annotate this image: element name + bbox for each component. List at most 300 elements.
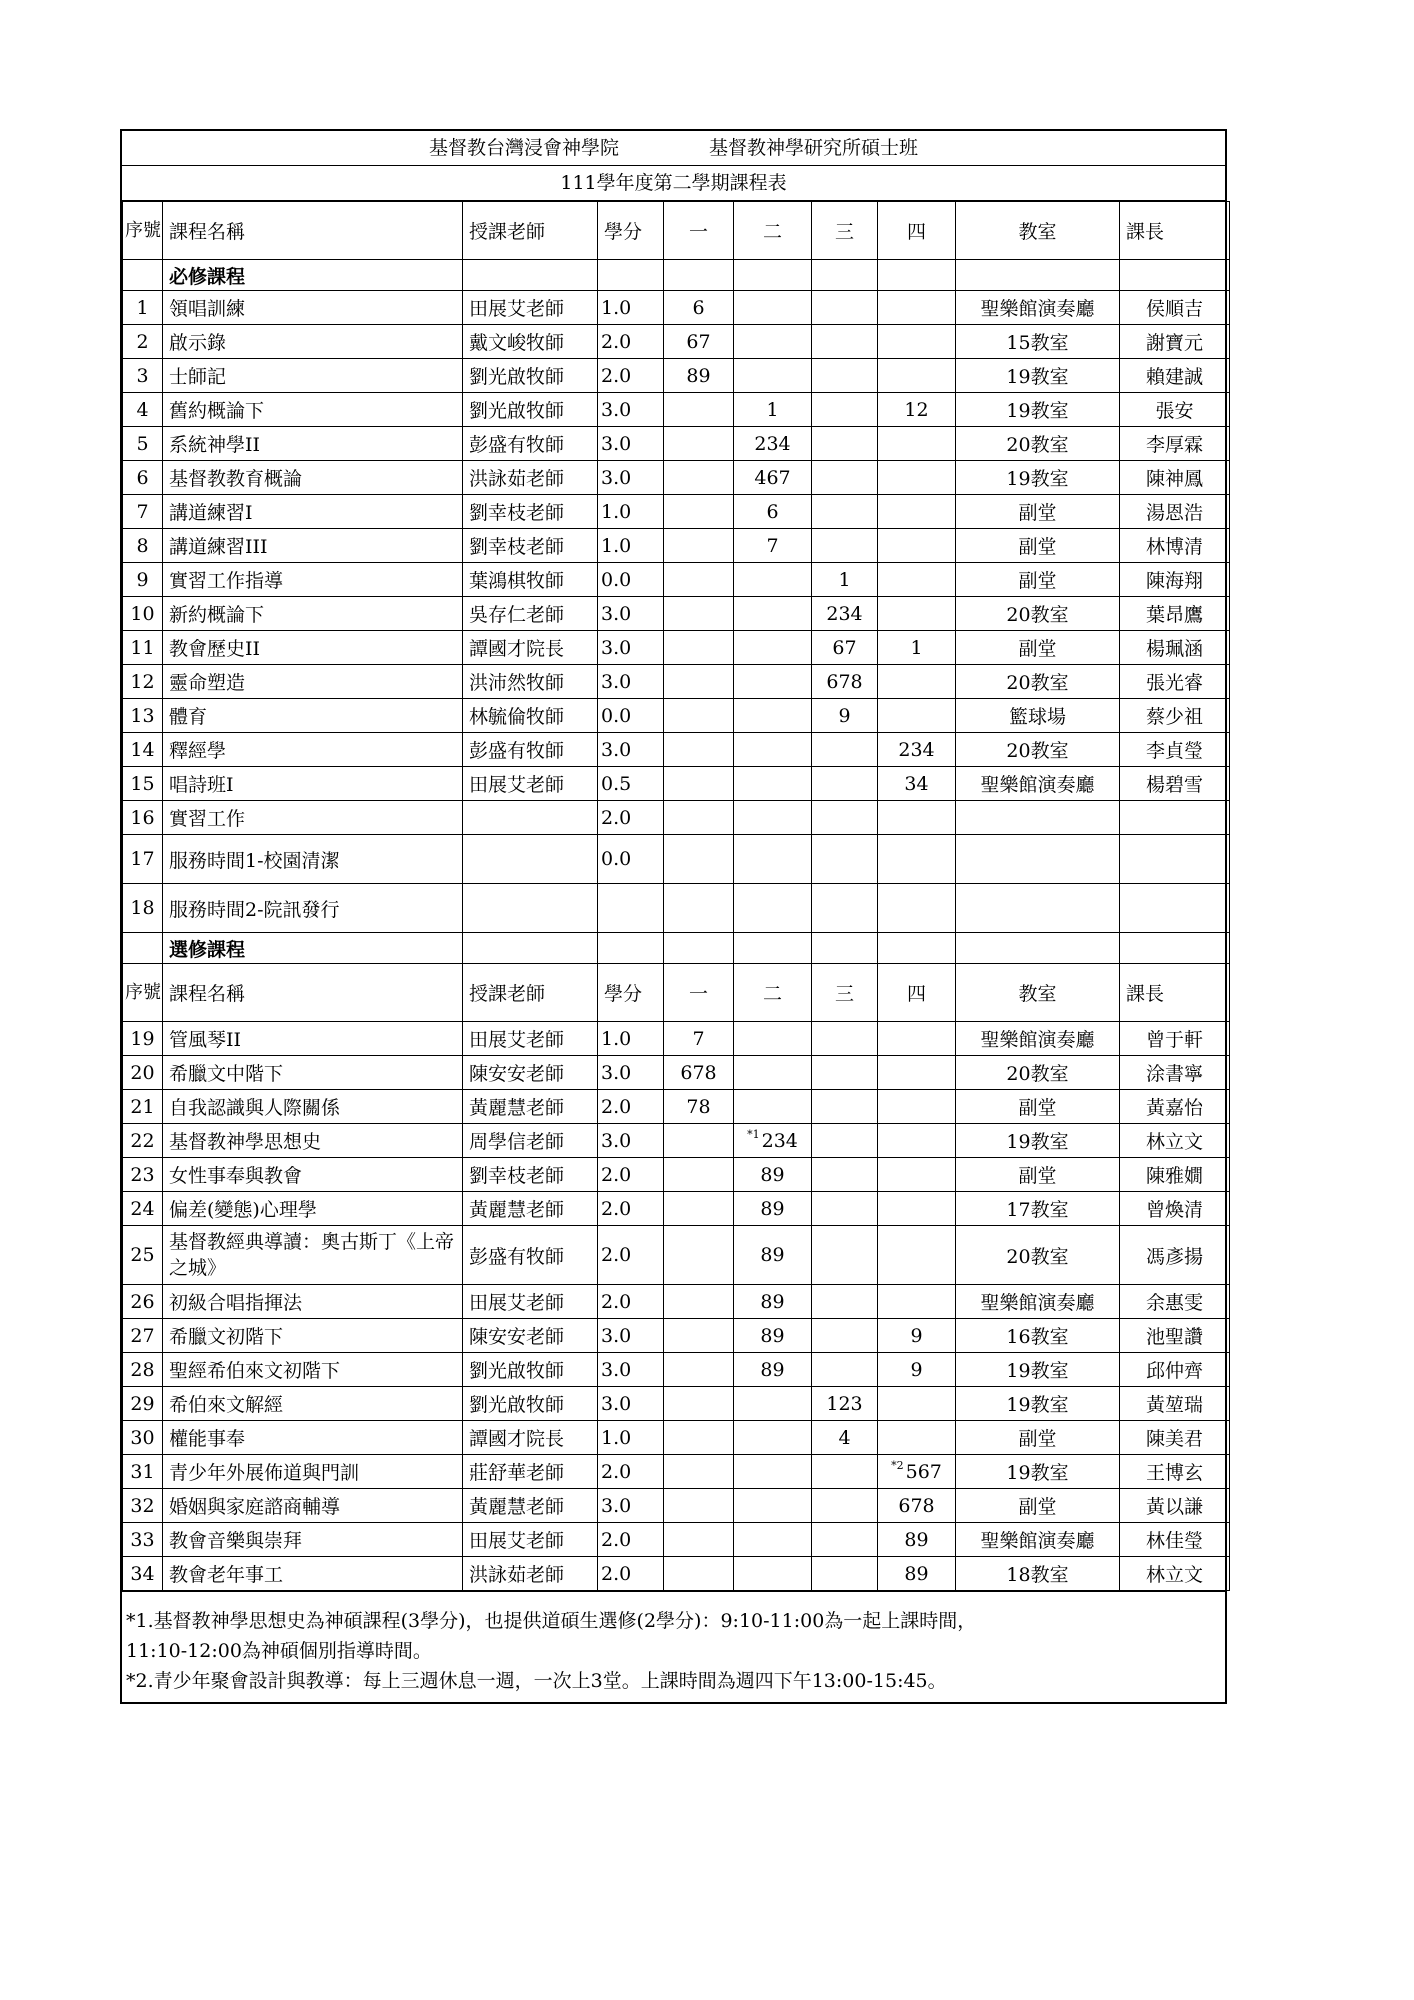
course-room: 聖樂館演奏廳 bbox=[956, 291, 1120, 325]
course-mon bbox=[664, 563, 734, 597]
course-row bbox=[123, 767, 1230, 801]
column-header-row bbox=[123, 202, 1230, 260]
course-row bbox=[123, 1090, 1230, 1124]
column-header-wed: 三 bbox=[812, 964, 878, 1022]
course-thu bbox=[878, 1285, 956, 1319]
course-credit: 3.0 bbox=[598, 1319, 664, 1353]
course-name: 管風琴II bbox=[163, 1022, 463, 1056]
course-mon bbox=[664, 1353, 734, 1387]
empty-cell bbox=[598, 933, 664, 964]
course-teacher: 黃麗慧老師 bbox=[463, 1489, 598, 1523]
course-seq: 8 bbox=[123, 529, 163, 563]
course-seq: 18 bbox=[123, 884, 163, 933]
course-row bbox=[123, 665, 1230, 699]
course-teacher: 黃麗慧老師 bbox=[463, 1090, 598, 1124]
course-name: 實習工作 bbox=[163, 801, 463, 835]
course-wed: 234 bbox=[812, 597, 878, 631]
course-name: 講道練習I bbox=[163, 495, 463, 529]
course-teacher: 劉光啟牧師 bbox=[463, 1387, 598, 1421]
course-tue: 89 bbox=[734, 1285, 812, 1319]
course-teacher: 劉幸枝老師 bbox=[463, 1158, 598, 1192]
course-thu bbox=[878, 884, 956, 933]
course-mon: 89 bbox=[664, 359, 734, 393]
course-credit: 3.0 bbox=[598, 631, 664, 665]
course-seq: 16 bbox=[123, 801, 163, 835]
course-mon bbox=[664, 1226, 734, 1285]
course-seq: 23 bbox=[123, 1158, 163, 1192]
course-room: 19教室 bbox=[956, 461, 1120, 495]
course-seq: 17 bbox=[123, 835, 163, 884]
program-name: 基督教神學研究所碩士班 bbox=[709, 137, 919, 159]
footnotes bbox=[122, 1591, 1225, 1702]
course-credit: 1.0 bbox=[598, 1421, 664, 1455]
course-mon bbox=[664, 597, 734, 631]
course-wed bbox=[812, 884, 878, 933]
column-header-thu: 四 bbox=[878, 964, 956, 1022]
course-thu: 234 bbox=[878, 733, 956, 767]
course-tue: 89 bbox=[734, 1353, 812, 1387]
course-name: 婚姻與家庭諮商輔導 bbox=[163, 1489, 463, 1523]
course-wed bbox=[812, 1158, 878, 1192]
course-monitor: 林佳瑩 bbox=[1120, 1523, 1230, 1557]
course-thu bbox=[878, 563, 956, 597]
course-monitor bbox=[1120, 801, 1230, 835]
course-monitor: 張光睿 bbox=[1120, 665, 1230, 699]
course-row bbox=[123, 291, 1230, 325]
course-mon bbox=[664, 1158, 734, 1192]
course-mon bbox=[664, 1387, 734, 1421]
course-teacher: 劉幸枝老師 bbox=[463, 529, 598, 563]
course-teacher: 陳安安老師 bbox=[463, 1319, 598, 1353]
course-mon: 67 bbox=[664, 325, 734, 359]
course-tue: 467 bbox=[734, 461, 812, 495]
course-wed bbox=[812, 427, 878, 461]
course-monitor: 黃以謙 bbox=[1120, 1489, 1230, 1523]
course-thu: 1 bbox=[878, 631, 956, 665]
course-thu bbox=[878, 1124, 956, 1158]
course-tue: 89 bbox=[734, 1319, 812, 1353]
course-mon bbox=[664, 665, 734, 699]
course-credit: 0.5 bbox=[598, 767, 664, 801]
course-credit: 3.0 bbox=[598, 1489, 664, 1523]
course-row bbox=[123, 495, 1230, 529]
course-room: 20教室 bbox=[956, 733, 1120, 767]
course-monitor: 張安 bbox=[1120, 393, 1230, 427]
course-seq: 2 bbox=[123, 325, 163, 359]
course-thu bbox=[878, 325, 956, 359]
course-name: 教會歷史II bbox=[163, 631, 463, 665]
course-mon bbox=[664, 495, 734, 529]
course-tue: 89 bbox=[734, 1192, 812, 1226]
course-room: 副堂 bbox=[956, 631, 1120, 665]
footnote-1-line-1: *1.基督教神學思想史為神碩課程(3學分)，也提供道碩生選修(2學分)：9:10-11:00為一起上課時間， bbox=[126, 1610, 977, 1632]
course-monitor: 余惠雯 bbox=[1120, 1285, 1230, 1319]
course-teacher: 劉光啟牧師 bbox=[463, 393, 598, 427]
course-wed bbox=[812, 1285, 878, 1319]
course-monitor: 涂書寧 bbox=[1120, 1056, 1230, 1090]
course-monitor: 池聖讚 bbox=[1120, 1319, 1230, 1353]
course-tue: 1 bbox=[734, 393, 812, 427]
column-header-mon: 一 bbox=[664, 202, 734, 260]
course-credit: 3.0 bbox=[598, 1387, 664, 1421]
course-thu: 678 bbox=[878, 1489, 956, 1523]
column-header-row bbox=[123, 964, 1230, 1022]
course-thu bbox=[878, 801, 956, 835]
column-header-teacher: 授課老師 bbox=[463, 202, 598, 260]
course-room: 聖樂館演奏廳 bbox=[956, 1285, 1120, 1319]
course-credit: 3.0 bbox=[598, 427, 664, 461]
course-wed bbox=[812, 495, 878, 529]
course-tue bbox=[734, 1387, 812, 1421]
course-room: 副堂 bbox=[956, 529, 1120, 563]
course-mon bbox=[664, 733, 734, 767]
course-thu bbox=[878, 1192, 956, 1226]
footnote-1-line-2: 11:10-12:00為神碩個別指導時間。 bbox=[126, 1640, 432, 1662]
course-room: 17教室 bbox=[956, 1192, 1120, 1226]
schedule-table bbox=[122, 201, 1230, 1591]
course-teacher: 劉光啟牧師 bbox=[463, 359, 598, 393]
course-seq: 11 bbox=[123, 631, 163, 665]
institution-header bbox=[122, 131, 1225, 166]
course-row bbox=[123, 733, 1230, 767]
course-room: 20教室 bbox=[956, 665, 1120, 699]
course-name: 講道練習III bbox=[163, 529, 463, 563]
course-wed bbox=[812, 1056, 878, 1090]
course-wed bbox=[812, 733, 878, 767]
course-wed bbox=[812, 325, 878, 359]
course-credit: 3.0 bbox=[598, 1056, 664, 1090]
course-monitor: 李貞瑩 bbox=[1120, 733, 1230, 767]
course-wed bbox=[812, 529, 878, 563]
course-name: 實習工作指導 bbox=[163, 563, 463, 597]
course-room bbox=[956, 835, 1120, 884]
course-mon bbox=[664, 461, 734, 495]
course-seq: 28 bbox=[123, 1353, 163, 1387]
course-seq: 9 bbox=[123, 563, 163, 597]
course-wed bbox=[812, 767, 878, 801]
course-name: 唱詩班I bbox=[163, 767, 463, 801]
course-monitor: 邱仲齊 bbox=[1120, 1353, 1230, 1387]
course-teacher: 劉幸枝老師 bbox=[463, 495, 598, 529]
course-credit: 2.0 bbox=[598, 325, 664, 359]
course-wed bbox=[812, 461, 878, 495]
column-header-tue: 二 bbox=[734, 964, 812, 1022]
footnote-1 bbox=[126, 1606, 1221, 1666]
course-row bbox=[123, 529, 1230, 563]
empty-cell bbox=[664, 260, 734, 291]
course-wed bbox=[812, 835, 878, 884]
course-thu: 89 bbox=[878, 1557, 956, 1591]
course-row bbox=[123, 1022, 1230, 1056]
course-mon bbox=[664, 1192, 734, 1226]
course-teacher: 田展艾老師 bbox=[463, 767, 598, 801]
course-credit: 1.0 bbox=[598, 529, 664, 563]
empty-cell bbox=[878, 260, 956, 291]
course-mon bbox=[664, 1455, 734, 1489]
course-thu bbox=[878, 427, 956, 461]
course-wed bbox=[812, 1523, 878, 1557]
course-tue bbox=[734, 325, 812, 359]
course-tue: 89 bbox=[734, 1158, 812, 1192]
course-name: 青少年外展佈道與門訓 bbox=[163, 1455, 463, 1489]
course-tue-value: 234 bbox=[761, 1129, 798, 1152]
course-row bbox=[123, 1226, 1230, 1285]
course-seq: 7 bbox=[123, 495, 163, 529]
term-title: 111學年度第二學期課程表 bbox=[122, 166, 1225, 201]
course-tue bbox=[734, 733, 812, 767]
course-thu bbox=[878, 461, 956, 495]
course-monitor: 楊珮涵 bbox=[1120, 631, 1230, 665]
course-tue bbox=[734, 1056, 812, 1090]
course-monitor: 陳美君 bbox=[1120, 1421, 1230, 1455]
course-seq: 24 bbox=[123, 1192, 163, 1226]
course-seq: 20 bbox=[123, 1056, 163, 1090]
course-monitor: 馮彥揚 bbox=[1120, 1226, 1230, 1285]
empty-cell bbox=[956, 933, 1120, 964]
course-wed bbox=[812, 1353, 878, 1387]
course-teacher: 陳安安老師 bbox=[463, 1056, 598, 1090]
course-mon: 78 bbox=[664, 1090, 734, 1124]
course-wed: 67 bbox=[812, 631, 878, 665]
course-teacher: 田展艾老師 bbox=[463, 1285, 598, 1319]
course-credit: 2.0 bbox=[598, 1523, 664, 1557]
course-monitor: 黃嘉怡 bbox=[1120, 1090, 1230, 1124]
course-teacher bbox=[463, 835, 598, 884]
course-wed: 1 bbox=[812, 563, 878, 597]
course-room: 副堂 bbox=[956, 1421, 1120, 1455]
course-mon bbox=[664, 393, 734, 427]
course-room: 20教室 bbox=[956, 1226, 1120, 1285]
course-teacher: 譚國才院長 bbox=[463, 631, 598, 665]
empty-cell bbox=[664, 933, 734, 964]
section-required bbox=[123, 260, 1230, 291]
course-name: 系統神學II bbox=[163, 427, 463, 461]
course-name: 希臘文中階下 bbox=[163, 1056, 463, 1090]
course-credit: 2.0 bbox=[598, 1192, 664, 1226]
course-thu bbox=[878, 359, 956, 393]
course-wed: 4 bbox=[812, 1421, 878, 1455]
course-mon bbox=[664, 529, 734, 563]
empty-cell bbox=[1120, 260, 1230, 291]
course-row bbox=[123, 884, 1230, 933]
course-mon bbox=[664, 835, 734, 884]
course-seq: 5 bbox=[123, 427, 163, 461]
course-room: 聖樂館演奏廳 bbox=[956, 767, 1120, 801]
column-header-room: 教室 bbox=[956, 964, 1120, 1022]
course-thu bbox=[878, 665, 956, 699]
course-credit: 1.0 bbox=[598, 1022, 664, 1056]
course-mon bbox=[664, 1285, 734, 1319]
course-room: 副堂 bbox=[956, 1489, 1120, 1523]
course-row bbox=[123, 1557, 1230, 1591]
course-row bbox=[123, 1124, 1230, 1158]
course-monitor: 林博清 bbox=[1120, 529, 1230, 563]
course-mon bbox=[664, 884, 734, 933]
column-header-monitor: 課長 bbox=[1120, 202, 1230, 260]
course-thu bbox=[878, 597, 956, 631]
course-room: 副堂 bbox=[956, 1090, 1120, 1124]
course-monitor: 林立文 bbox=[1120, 1557, 1230, 1591]
course-tue bbox=[734, 1124, 812, 1158]
course-monitor: 謝寶元 bbox=[1120, 325, 1230, 359]
course-tue bbox=[734, 1022, 812, 1056]
course-name: 基督教神學思想史 bbox=[163, 1124, 463, 1158]
course-seq: 32 bbox=[123, 1489, 163, 1523]
course-room: 20教室 bbox=[956, 1056, 1120, 1090]
course-credit: 3.0 bbox=[598, 1124, 664, 1158]
course-tue bbox=[734, 291, 812, 325]
course-seq: 33 bbox=[123, 1523, 163, 1557]
course-monitor bbox=[1120, 835, 1230, 884]
course-teacher: 譚國才院長 bbox=[463, 1421, 598, 1455]
course-row bbox=[123, 393, 1230, 427]
course-name: 自我認識與人際關係 bbox=[163, 1090, 463, 1124]
empty-cell bbox=[734, 933, 812, 964]
course-monitor: 林立文 bbox=[1120, 1124, 1230, 1158]
course-credit: 3.0 bbox=[598, 733, 664, 767]
course-room bbox=[956, 884, 1120, 933]
course-teacher: 田展艾老師 bbox=[463, 1022, 598, 1056]
course-thu bbox=[878, 1090, 956, 1124]
course-seq: 4 bbox=[123, 393, 163, 427]
course-tue: 89 bbox=[734, 1226, 812, 1285]
course-monitor: 陳雅嫺 bbox=[1120, 1158, 1230, 1192]
empty-cell bbox=[598, 260, 664, 291]
course-name: 領唱訓練 bbox=[163, 291, 463, 325]
course-seq: 34 bbox=[123, 1557, 163, 1591]
course-teacher: 洪詠茹老師 bbox=[463, 461, 598, 495]
course-thu bbox=[878, 1421, 956, 1455]
empty-cell bbox=[812, 933, 878, 964]
course-name: 基督教經典導讀：奧古斯丁《上帝之城》 bbox=[163, 1226, 463, 1285]
course-credit: 1.0 bbox=[598, 495, 664, 529]
course-row bbox=[123, 1056, 1230, 1090]
footnote-marker: *1 bbox=[747, 1127, 760, 1141]
empty-cell bbox=[878, 933, 956, 964]
course-seq: 25 bbox=[123, 1226, 163, 1285]
course-monitor: 曾于軒 bbox=[1120, 1022, 1230, 1056]
course-thu bbox=[878, 1455, 956, 1489]
course-thu: 89 bbox=[878, 1523, 956, 1557]
course-mon bbox=[664, 1319, 734, 1353]
course-row bbox=[123, 1319, 1230, 1353]
section-elective bbox=[123, 933, 1230, 964]
course-tue bbox=[734, 563, 812, 597]
column-header-mon: 一 bbox=[664, 964, 734, 1022]
course-credit: 2.0 bbox=[598, 1285, 664, 1319]
course-row bbox=[123, 1455, 1230, 1489]
course-tue bbox=[734, 631, 812, 665]
course-thu bbox=[878, 1056, 956, 1090]
course-seq: 26 bbox=[123, 1285, 163, 1319]
course-teacher bbox=[463, 884, 598, 933]
course-tue bbox=[734, 1557, 812, 1591]
course-teacher: 吳存仁老師 bbox=[463, 597, 598, 631]
course-thu bbox=[878, 1226, 956, 1285]
course-thu bbox=[878, 1387, 956, 1421]
course-mon: 678 bbox=[664, 1056, 734, 1090]
course-thu bbox=[878, 495, 956, 529]
course-monitor bbox=[1120, 884, 1230, 933]
course-monitor: 陳神鳳 bbox=[1120, 461, 1230, 495]
course-wed bbox=[812, 1319, 878, 1353]
course-room: 20教室 bbox=[956, 597, 1120, 631]
course-seq: 12 bbox=[123, 665, 163, 699]
course-thu: 34 bbox=[878, 767, 956, 801]
course-row bbox=[123, 1387, 1230, 1421]
column-header-credit: 學分 bbox=[598, 202, 664, 260]
course-tue bbox=[734, 699, 812, 733]
course-monitor: 王博玄 bbox=[1120, 1455, 1230, 1489]
course-room: 19教室 bbox=[956, 393, 1120, 427]
course-thu: 9 bbox=[878, 1319, 956, 1353]
course-room: 聖樂館演奏廳 bbox=[956, 1022, 1120, 1056]
course-teacher: 彭盛有牧師 bbox=[463, 733, 598, 767]
course-seq: 30 bbox=[123, 1421, 163, 1455]
course-credit: 3.0 bbox=[598, 665, 664, 699]
course-seq: 31 bbox=[123, 1455, 163, 1489]
course-mon: 7 bbox=[664, 1022, 734, 1056]
course-monitor: 李厚霖 bbox=[1120, 427, 1230, 461]
empty-cell bbox=[463, 260, 598, 291]
course-mon bbox=[664, 427, 734, 461]
course-teacher: 劉光啟牧師 bbox=[463, 1353, 598, 1387]
course-mon bbox=[664, 801, 734, 835]
course-credit: 0.0 bbox=[598, 835, 664, 884]
course-name: 教會音樂與崇拜 bbox=[163, 1523, 463, 1557]
course-tue bbox=[734, 597, 812, 631]
column-header-name: 課程名稱 bbox=[163, 202, 463, 260]
course-name: 靈命塑造 bbox=[163, 665, 463, 699]
course-wed bbox=[812, 1455, 878, 1489]
course-tue bbox=[734, 359, 812, 393]
course-teacher: 田展艾老師 bbox=[463, 1523, 598, 1557]
course-room: 19教室 bbox=[956, 1455, 1120, 1489]
column-header-credit: 學分 bbox=[598, 964, 664, 1022]
course-row bbox=[123, 563, 1230, 597]
course-row bbox=[123, 1523, 1230, 1557]
course-room: 籃球場 bbox=[956, 699, 1120, 733]
course-tue bbox=[734, 1421, 812, 1455]
course-row bbox=[123, 1158, 1230, 1192]
course-tue bbox=[734, 1455, 812, 1489]
column-header-wed: 三 bbox=[812, 202, 878, 260]
course-tue bbox=[734, 1523, 812, 1557]
course-seq: 29 bbox=[123, 1387, 163, 1421]
course-row bbox=[123, 1489, 1230, 1523]
course-room: 20教室 bbox=[956, 427, 1120, 461]
course-row bbox=[123, 1285, 1230, 1319]
course-row bbox=[123, 631, 1230, 665]
course-wed: 123 bbox=[812, 1387, 878, 1421]
course-wed bbox=[812, 359, 878, 393]
empty-cell bbox=[956, 260, 1120, 291]
course-credit: 2.0 bbox=[598, 1158, 664, 1192]
course-teacher: 彭盛有牧師 bbox=[463, 1226, 598, 1285]
course-monitor: 賴建誠 bbox=[1120, 359, 1230, 393]
course-wed: 9 bbox=[812, 699, 878, 733]
course-seq: 15 bbox=[123, 767, 163, 801]
course-name: 基督教教育概論 bbox=[163, 461, 463, 495]
school-name: 基督教台灣浸會神學院 bbox=[428, 137, 619, 159]
course-monitor: 蔡少祖 bbox=[1120, 699, 1230, 733]
course-wed bbox=[812, 1022, 878, 1056]
column-header-thu: 四 bbox=[878, 202, 956, 260]
course-thu-value: 567 bbox=[905, 1460, 942, 1483]
course-room: 副堂 bbox=[956, 563, 1120, 597]
course-monitor: 黃堃瑞 bbox=[1120, 1387, 1230, 1421]
course-tue: 7 bbox=[734, 529, 812, 563]
